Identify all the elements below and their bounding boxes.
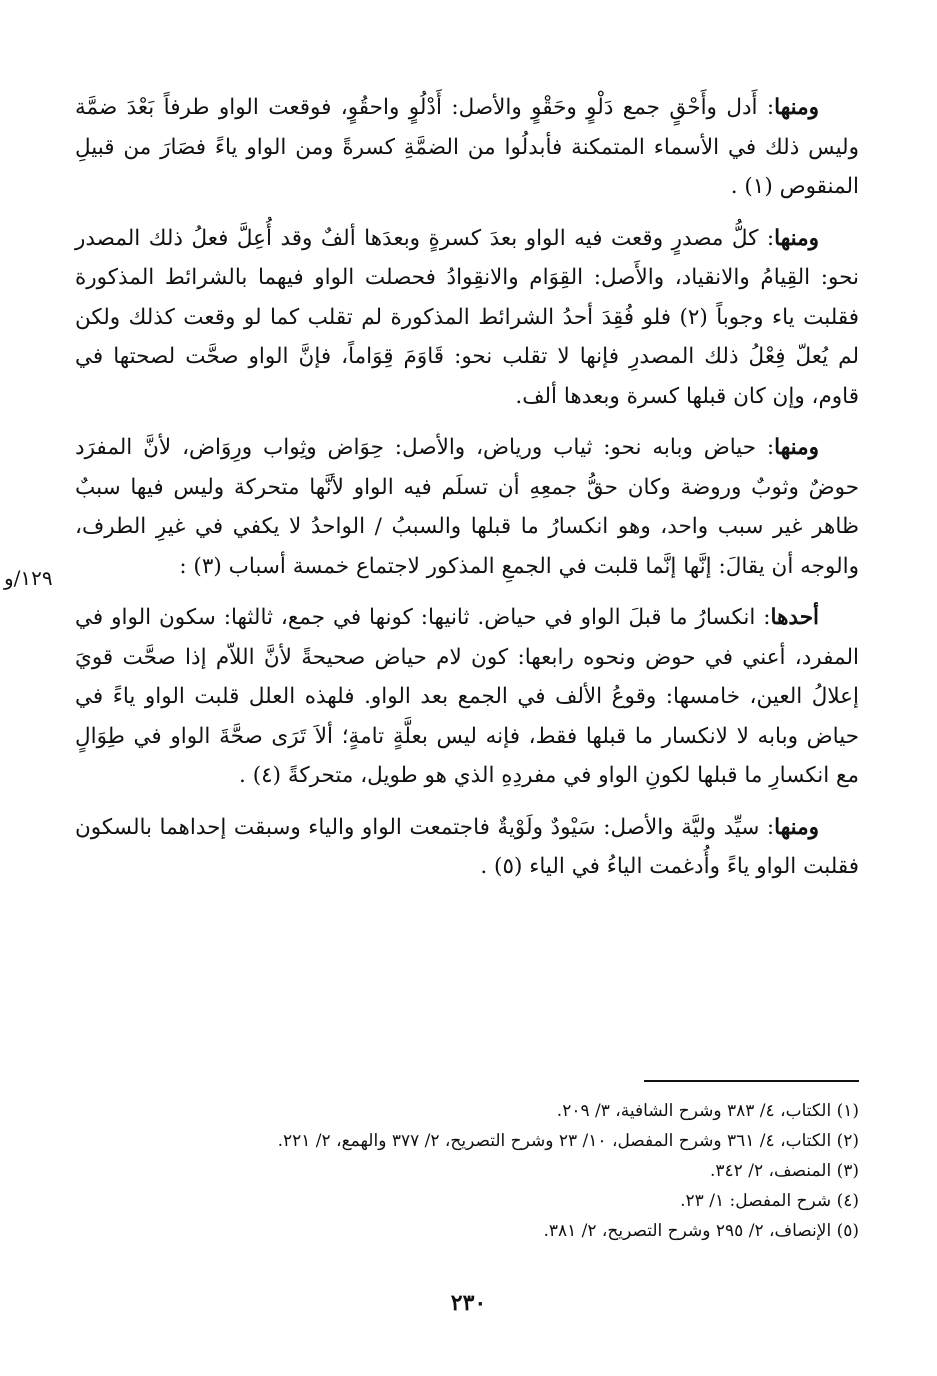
paragraph-5 (75, 808, 859, 887)
footnotes (75, 1096, 859, 1246)
paragraph-lead: أحدها (770, 605, 819, 630)
manuscript-folio-ref: ١٢٩/و (4, 566, 53, 590)
footnote-3: (٣) المنصف، ٢/ ٣٤٢. (709, 1161, 859, 1181)
page-number: ٢٣٠ (450, 1290, 487, 1316)
paragraph-body: : حياض وبابه نحو: ثياب ورياض، والأصل: حِوَاض وثِواب ورِوَاض، لأنَّ المفرَد حوضٌ وثوبٌ وروضة وكان حقُّ جمعِهِ أن تسلَم فيه الواو لأنَّها متحركة وليس فيها سببٌ ظاهر غير سبب واحد، وهو انكسارُ ما قبلها والسببُ / الواحدُ لا يكفي في غيرِ الطرف، والوجه أن يقالَ: إنَّها إنَّما قلبت في الجمعِ المذكور لاجتماع خمسة أسباب (٣) : (75, 435, 859, 579)
paragraph-4 (75, 598, 859, 796)
paragraph-lead: ومنها (774, 435, 819, 460)
footnote-5: (٥) الإنصاف، ٢/ ٢٩٥ وشرح التصريح، ٢/ ٣٨١. (543, 1221, 859, 1241)
main-text (75, 88, 859, 899)
paragraph-body: : أَدل وأَحْقٍ جمع دَلْوٍ وحَقْوٍ والأصل: أَدْلُوٍ واحقُوٍ، فوقعت الواو طرفاً بَعْدَ ضمَّة وليس ذلك في الأسماء المتمكنة فأبدلُوا من الضمَّةِ كسرةً ومن الواو ياءً فصَارَ من قبيلِ المنقوص (١) . (75, 95, 859, 199)
footnote-1: (١) الكتاب، ٤/ ٣٨٣ وشرح الشافية، ٣/ ٢٠٩. (556, 1101, 859, 1121)
paragraph-lead: ومنها (774, 225, 819, 251)
paragraph-body: : كلُّ مصدرٍ وقعت فيه الواو بعدَ كسرةٍ وبعدَها ألفٌ وقد أُعِلَّ فعلُ ذلك المصدر نحو: القِيامُ والانقياد، والأَصل: القِوَام والانقِوادُ فحصلت الواو فيهما بالشرائط المذكورة فقلبت ياء وجوباً (٢) فلو فُقِدَ أحدُ الشرائط المذكورة لم تقلب كما لو وقعت كذلك ولكن لم يُعلّ فِعْلُ ذلك المصدرِ فإنها لا تقلب نحو: قَاوَمَ قِوَاماً، فإنَّ الواو صحَّت لصحتها في قاوم، وإن كان قبلها كسرة وبعدها ألف. (75, 225, 859, 409)
footnote-4: (٤) شرح المفصل: ١/ ٢٣. (680, 1191, 859, 1211)
footnote-2: (٢) الكتاب، ٤/ ٣٦١ وشرح المفصل، ١٠/ ٢٣ وشرح التصريح، ٢/ ٣٧٧ والهمع، ٢/ ٢٢١. (277, 1131, 859, 1151)
paragraph-body: : سيِّد وليَّة والأصل: سَيْودٌ ولَوْيةٌ فاجتمعت الواو والياء وسبقت إحداهما بالسكون فقلبت الواو ياءً وأُدغمت الياءُ في الياء (٥) . (75, 814, 859, 879)
paragraph-lead: ومنها (774, 814, 819, 840)
footnote-divider (644, 1080, 859, 1082)
paragraph-lead: ومنها (774, 95, 819, 120)
paragraph-body: : انكسارُ ما قبلَ الواو في حياض. ثانيها: كونها في جمع، ثالثها: سكون الواو في المفرد، أعني في حوض ونحوه رابعها: كون لام حياض صحيحةً لأنَّ اللاّم إذا صحَّت قويَ إعلالُ العين، خامسها: وقوعُ الألف في الجمع بعد الواو. فلهذه العلل قلبت الواو ياءً في حياض وبابه لا لانكسار ما قبلها فقط، فإنه ليس بعلَّةٍ تامةٍ؛ ألاَ تَرَى صحَّةَ الواو في طِوَالٍ مع انكسارِ ما قبلها لكونِ الواو في مفردِهِ الذي هو طويل، متحركةً (٤) . (75, 605, 859, 788)
paragraph-3 (75, 428, 859, 586)
paragraph-1 (75, 88, 859, 207)
paragraph-2 (75, 219, 859, 417)
